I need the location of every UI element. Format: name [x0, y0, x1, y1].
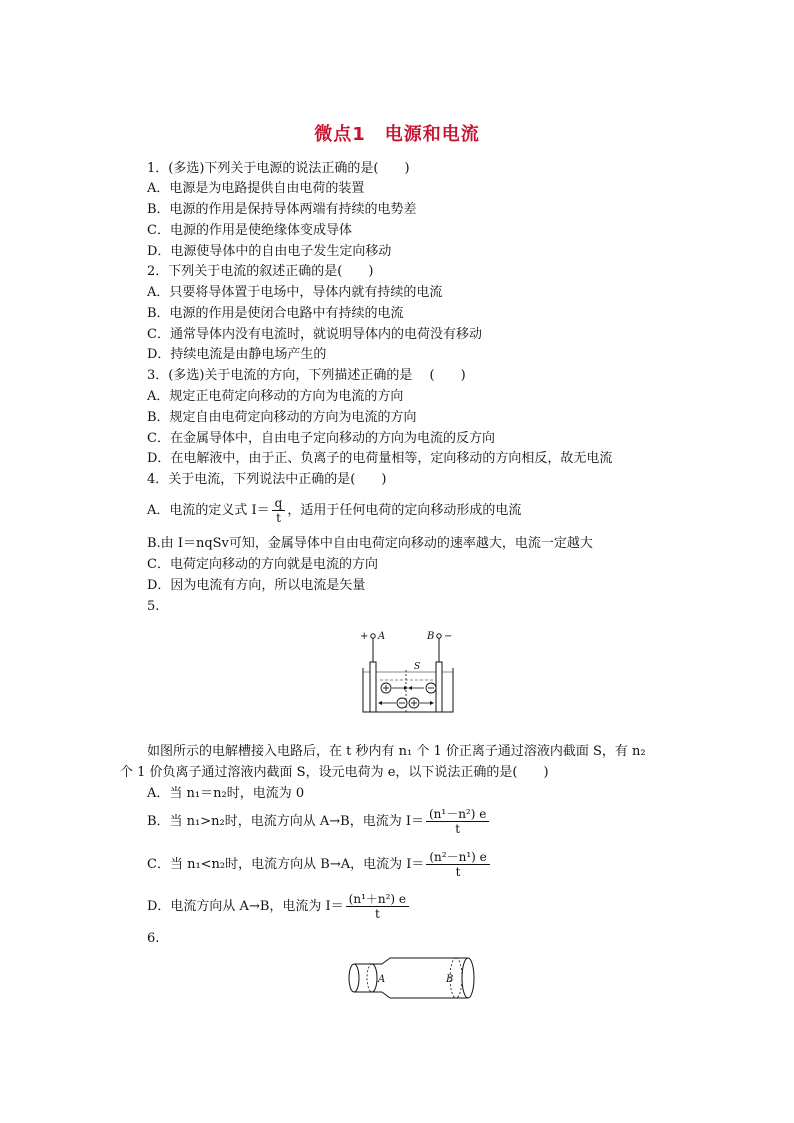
- q5-option-c-prefix: C．当 n₁<n₂时，电流方向从 B→A，电流为 I＝: [147, 857, 425, 872]
- q5-stem-line2: 个 1 价负离子通过溶液内截面 S，设元电荷为 e，以下说法正确的是( ): [120, 765, 549, 780]
- q5-option-a: A．当 n₁＝n₂时，电流为 0: [147, 786, 305, 801]
- q6-number: 6.: [147, 931, 160, 946]
- fig6-section-b: [456, 958, 462, 998]
- fig5-electrode-a: [370, 662, 376, 712]
- q5-number: 5.: [147, 599, 160, 614]
- fig5-label-s: S: [414, 662, 421, 672]
- q3-option-d: D．在电解液中，由于正、负离子的电荷量相等，定向移动的方向相反，故无电流: [147, 451, 613, 466]
- fig5-terminal-a: [371, 634, 375, 638]
- q4-option-d: D．因为电流有方向，所以电流是矢量: [147, 578, 366, 593]
- q3-option-b: B．规定自由电荷定向移动的方向为电流的方向: [147, 410, 417, 425]
- q1-option-d: D．电源使导体中的自由电子发生定向移动: [147, 244, 392, 259]
- q5-option-d: [147, 890, 411, 924]
- fig5-minus-sign: −: [444, 631, 453, 642]
- q3-stem: 3．(多选)关于电流的方向，下列描述正确的是 ( ): [147, 368, 466, 383]
- q5-option-b-numerator: (n¹－n²) e: [426, 807, 489, 822]
- q5-option-c-fraction: [426, 850, 489, 879]
- q5-option-c: [147, 848, 492, 882]
- q4-option-b: B.由 I＝nqSv可知，金属导体中自由电荷定向移动的速率越大，电流一定越大: [147, 536, 593, 551]
- q5-option-b-fraction: [426, 807, 489, 836]
- fig5-terminal-b: [437, 634, 441, 638]
- q5-option-c-denominator: t: [455, 865, 461, 879]
- q5-option-d-prefix: D．电流方向从 A→B，电流为 I＝: [147, 899, 344, 914]
- q5-option-b: [147, 805, 491, 839]
- q1-option-c: C．电源的作用是使绝缘体变成导体: [147, 223, 352, 238]
- q1-stem: 1．(多选)下列关于电源的说法正确的是( ): [147, 161, 410, 176]
- q2-option-b: B．电源的作用是使闭合电路中有持续的电流: [147, 306, 404, 321]
- q5-option-d-fraction: [346, 892, 409, 921]
- fig5-label-b: B: [427, 631, 435, 642]
- q1-option-b: B．电源的作用是保持导体两端有持续的电势差: [147, 202, 417, 217]
- q2-option-a: A．只要将导体置于电场中，导体内就有持续的电流: [147, 285, 443, 300]
- fig5-electrode-b: [436, 662, 442, 712]
- q4-fraction-numerator: q: [272, 496, 286, 511]
- electrolytic-cell-diagram: [358, 628, 458, 716]
- q4-stem: 4．关于电流，下列说法中正确的是( ): [147, 472, 387, 487]
- q4-option-a-prefix: A．电流的定义式 I＝: [147, 503, 270, 518]
- q5-stem-line1: 如图所示的电解槽接入电路后，在 t 秒内有 n₁ 个 1 价正离子通过溶液内截面 S，有 n₂: [147, 744, 646, 759]
- fig6-label-a: A: [378, 974, 386, 985]
- q4-option-a-suffix: ，适用于任何电荷的定向移动形成的电流: [287, 503, 522, 518]
- q2-option-d: D．持续电流是由静电场产生的: [147, 347, 327, 362]
- fig6-right-end: [462, 958, 474, 998]
- q5-option-b-prefix: B．当 n₁>n₂时，电流方向从 A→B，电流为 I＝: [147, 814, 424, 829]
- q2-option-c: C．通常导体内没有电流时，就说明导体内的电荷没有移动: [147, 327, 482, 342]
- q2-stem: 2．下列关于电流的叙述正确的是( ): [147, 264, 374, 279]
- fig6-left-end: [349, 964, 359, 992]
- q5-option-d-denominator: t: [374, 907, 380, 921]
- q4-fraction: [272, 496, 286, 525]
- fig6-label-b: B: [446, 974, 454, 985]
- fig5-plus-sign: +: [360, 631, 369, 642]
- q3-option-c: C．在金属导体中，自由电子定向移动的方向为电流的反方向: [147, 431, 495, 446]
- q1-option-a: A．电源是为电路提供自由电荷的装置: [147, 181, 365, 196]
- page-title: 微点1 电源和电流: [314, 124, 480, 145]
- q3-option-a: A．规定正电荷定向移动的方向为电流的方向: [147, 389, 404, 404]
- q4-fraction-denominator: t: [276, 511, 281, 525]
- q5-option-d-numerator: (n¹＋n²) e: [346, 892, 409, 907]
- q5-option-b-denominator: t: [455, 822, 461, 836]
- q4-option-a: [147, 496, 521, 526]
- q5-option-c-numerator: (n²－n¹) e: [426, 850, 489, 865]
- fig6-section-a: [372, 964, 377, 992]
- q4-option-c: C．电荷定向移动的方向就是电流的方向: [147, 557, 378, 572]
- conductor-cross-section-diagram: [342, 955, 478, 1001]
- fig5-label-a: A: [378, 631, 386, 642]
